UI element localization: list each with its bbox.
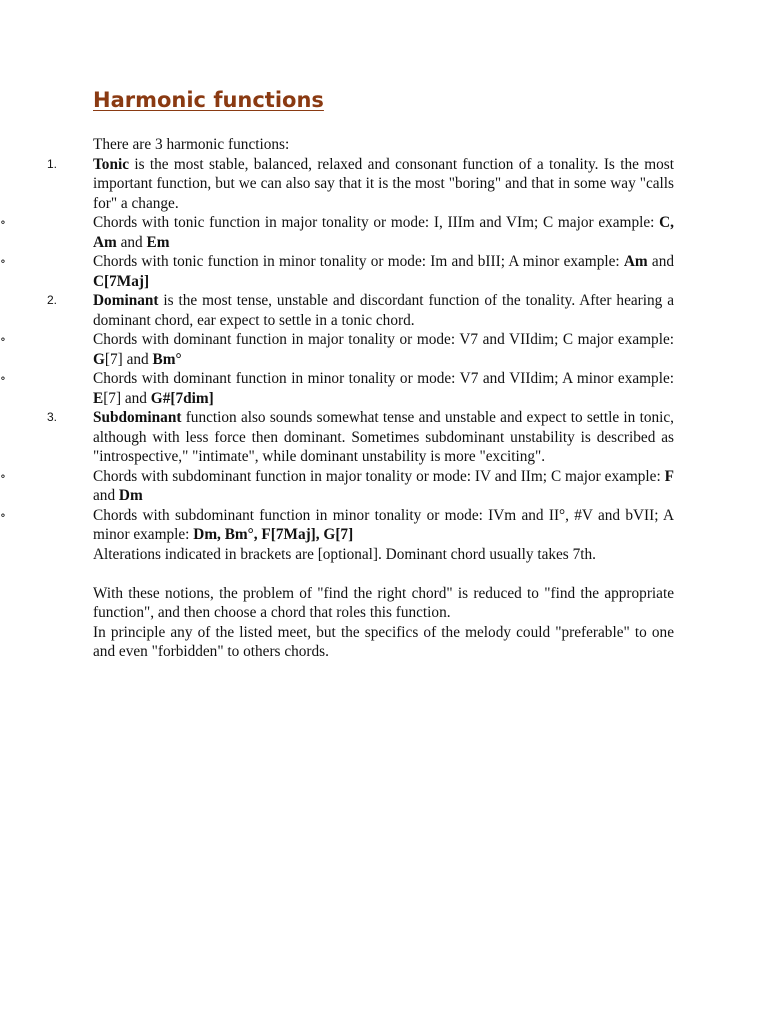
- list-item-tonic: [47, 155, 674, 214]
- list-item-subdominant: [47, 408, 674, 467]
- sub-item-subdominant-minor: ∘ Chords with subdominant function in minor tonality or mode: IVm and II°, #V and bVII; A minor example: Dm, Bm°, F[7Maj], G[7]: [0, 506, 674, 543]
- subdominant-description: function also sounds somewhat tense and unstable and expect to settle in tonic, although with less force then dominant. Sometimes subdominant unstability is described as "introspective," "intimate", while dominant unstability is more "exciting".: [93, 409, 674, 465]
- list-number: 2.: [47, 293, 58, 307]
- bullet-marker: ∘: [0, 468, 6, 483]
- document-title: Harmonic functions: [93, 88, 324, 112]
- term-subdominant: Subdominant: [93, 409, 182, 426]
- tonic-description: is the most stable, balanced, relaxed and consonant function of a tonality. Is the most important function, but we can also say that it is the most "boring" and that in some way "calls for" a change.: [93, 155, 674, 212]
- sub-item-tonic-major: ∘ Chords with tonic function in major tonality or mode: I, IIIm and VIm; C major example: C, Am and Em: [0, 214, 674, 251]
- document-body: [0, 135, 674, 662]
- sub-item-dominant-major: ∘ Chords with dominant function in major tonality or mode: V7 and VIIdim; C major example: G[7] and Bm°: [0, 331, 674, 368]
- dominant-description: is the most tense, unstable and discordant function of the tonality. After hearing a dominant chord, ear expect to settle in a tonic chord.: [93, 292, 674, 329]
- bullet-marker: ∘: [0, 507, 6, 522]
- conclusion-paragraph-2: In principle any of the listed meet, but the specifics of the melody could "preferable" to one and even "forbidden" to others chords.: [93, 623, 674, 660]
- paragraph-gap: [93, 564, 674, 584]
- list-number: 3.: [47, 410, 58, 424]
- conclusion-paragraph-1: With these notions, the problem of "find the right chord" is reduced to "find the appropriate function", and then choose a chord that roles this function.: [93, 584, 674, 621]
- list-number: 1.: [47, 156, 58, 171]
- sub-item-dominant-minor: ∘ Chords with dominant function in minor tonality or mode: V7 and VIIdim; A minor example: E[7] and G#[7dim]: [0, 370, 674, 407]
- bullet-marker: ∘: [0, 371, 6, 385]
- intro-text: There are 3 harmonic functions:: [93, 136, 290, 153]
- term-dominant: Dominant: [93, 292, 159, 309]
- bullet-marker: ∘: [0, 332, 6, 346]
- sub-item-tonic-minor: ∘ Chords with tonic function in minor tonality or mode: Im and bIII; A minor example: Am and C[7Maj]: [0, 253, 674, 290]
- alterations-note: Alterations indicated in brackets are [optional]. Dominant chord usually takes 7th.: [93, 545, 596, 563]
- term-tonic: Tonic: [93, 155, 129, 173]
- list-item-dominant: [47, 291, 674, 330]
- bullet-marker: ∘: [0, 215, 6, 229]
- sub-item-subdominant-major: ∘ Chords with subdominant function in major tonality or mode: IV and IIm; C major example: F and Dm: [0, 467, 674, 504]
- bullet-marker: ∘: [0, 254, 6, 268]
